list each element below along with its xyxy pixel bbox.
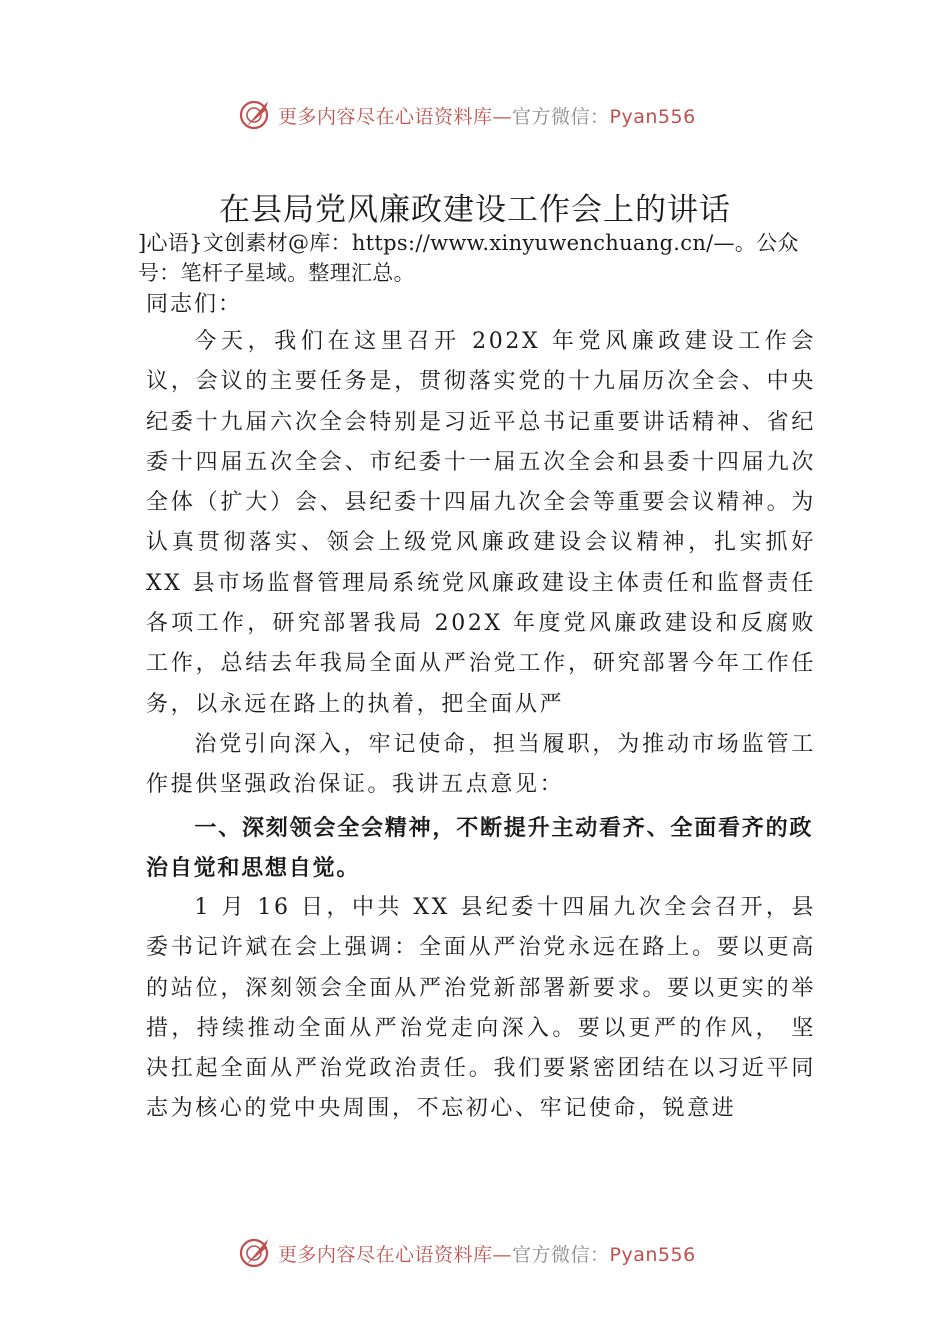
section-heading-1: 一、深刻领会全会精神，不断提升主动看齐、全面看齐的政治自觉和思想自觉。 [146, 816, 814, 881]
paragraph-1: 今天，我们在这里召开 202X 年党风廉政建设工作会议，会议的主要任务是，贯彻落实党的十九届历次全会、中央纪委十九届六次全会特别是习近平总书记重要讲话精神、省纪委十四届五次全会、市纪委十一届五次全会和县委十四届九次全体（扩大）会、县纪委十四届九次全会等重要会议精神。为认真贯彻落实、领会上级党风廉政建设会议精神，扎实抓好XX 县市场监督管理局系统党风廉政建设主体责任和监督责任各项工作，研究部署我局 202X 年度党风廉政建设和反腐败工作，总结去年我局全面从严治党工作，研究部署今年工作任务，以永远在路上的执着，把全面从严 [146, 329, 816, 717]
quill-seal-logo-icon [238, 97, 272, 131]
quill-seal-logo-icon [238, 1235, 272, 1269]
banner-wechat-label: 官方微信： [512, 106, 610, 128]
banner-text [278, 102, 696, 129]
banner-wechat-id: Pyan556 [609, 106, 696, 128]
banner-text [278, 1240, 696, 1267]
banner-wechat-label: 官方微信： [512, 1244, 610, 1266]
paragraph-3: 1 月 16 日，中共 XX 县纪委十四届九次全会召开，县委书记许斌在会上强调：全面从严治党永远在路上。要以更高的站位，深刻领会全面从严治党新部署新要求。要以更实的举措，持续推动全面从严治党走向深入。要以更严的作风， 坚决扛起全面从严治党政治责任。我们要紧密团结在以习近平同志为核心的党中央周围，不忘初心、牢记使命，锐意进 [146, 895, 816, 1122]
document-title: 在县局党风廉政建设工作会上的讲话 [219, 192, 731, 228]
greeting: 同志们： [146, 292, 243, 317]
paragraph-2: 治党引向深入，牢记使命，担当履职，为推动市场监管工作提供坚强政治保证。我讲五点意见： [146, 732, 816, 798]
banner-slogan: 更多内容尽在心语资料库— [278, 106, 513, 128]
banner-slogan: 更多内容尽在心语资料库— [278, 1244, 513, 1266]
banner-wechat-id: Pyan556 [609, 1244, 696, 1266]
source-note: ]心语}文创素材@库：https://www.xinyuwenchuang.cn/—。公众号：笔杆子星域。整理汇总。 [138, 231, 799, 285]
footer-banner [0, 1233, 950, 1273]
header-banner [0, 95, 950, 135]
